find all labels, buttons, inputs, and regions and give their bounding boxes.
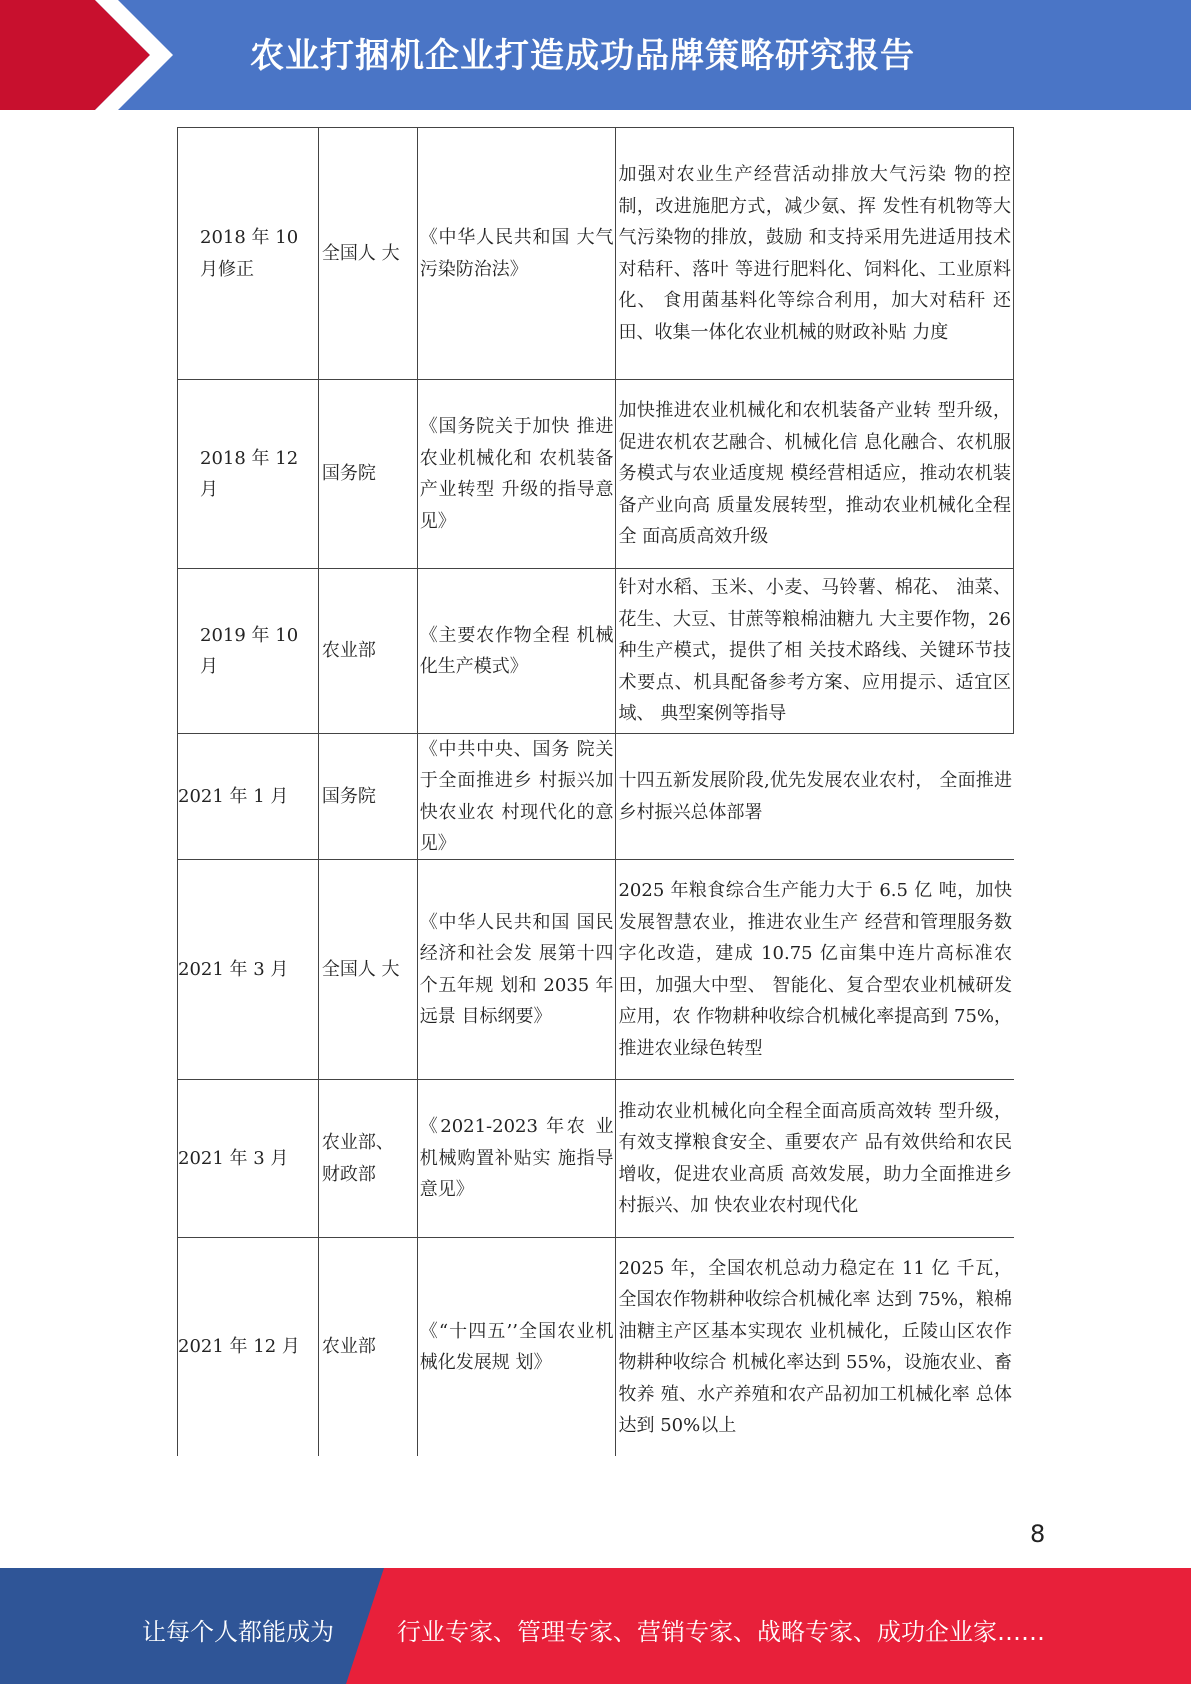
table-cell-date: 2021 年 3 月 bbox=[178, 1080, 319, 1237]
footer-slogan-left: 让每个人都能成为 bbox=[142, 1618, 334, 1646]
table-cell-org: 全国人 大 bbox=[319, 860, 418, 1079]
table-cell-description: 针对水稻、玉米、小麦、马铃薯、棉花、 油菜、花生、大豆、甘蔗等粮棉油糖九 大主要作物，26 种生产模式，提供了相 关技术路线、关键环节技术要点、机具配备参考方案、应用提示、适宜区域、 典型案例等指导 bbox=[616, 569, 1014, 733]
table-cell-org: 全国人 大 bbox=[319, 128, 418, 379]
table-row bbox=[177, 733, 1014, 859]
table-cell-date: 2018 年 12 月 bbox=[178, 380, 319, 568]
table-row bbox=[177, 379, 1014, 568]
table-cell-org: 农业部 bbox=[319, 569, 418, 733]
table-row bbox=[177, 1237, 1014, 1456]
table-cell-description: 2025 年，全国农机总动力稳定在 11 亿 千瓦，全国农作物耕种收综合机械化率 达到 75%，粮棉油糖主产区基本实现农 业机械化，丘陵山区农作物耕种收综合 机械化率达到 55%，设施农业、畜牧养 殖、水产养殖和农产品初加工机械化率 总体达到 50%以上 bbox=[618, 1257, 1012, 1436]
table-cell-date: 2021 年 1 月 bbox=[178, 734, 319, 859]
table-row bbox=[177, 1079, 1014, 1237]
table-cell-document: 《“十四五’’全国农业机械化发展规 划》 bbox=[418, 1238, 617, 1456]
table-cell-description: 十四五新发展阶段,优先发展农业农村， 全面推进乡村振兴总体部署 bbox=[618, 770, 1012, 823]
table-cell-date: 2019 年 10 月 bbox=[178, 569, 319, 733]
table-cell-date: 2021 年 3 月 bbox=[178, 860, 319, 1079]
table-cell-document: 《中华人民共和国 大气污染防治法》 bbox=[418, 128, 617, 379]
table-row bbox=[177, 127, 1014, 379]
table-cell-date: 2021 年 12 月 bbox=[178, 1238, 319, 1456]
table-cell-org: 国务院 bbox=[319, 380, 418, 568]
policy-table bbox=[177, 127, 1014, 1456]
table-cell-document: 《国务院关于加快 推进农业机械化和 农机装备产业转型 升级的指导意见》 bbox=[418, 380, 617, 568]
footer-slogan-right: 行业专家、管理专家、营销专家、战略专家、成功企业家…… bbox=[397, 1618, 1045, 1646]
table-cell-description: 加强对农业生产经营活动排放大气污染 物的控制，改进施肥方式，减少氨、挥 发性有机物等大气污染物的排放，鼓励 和支持采用先进适用技术对秸秆、落叶 等进行肥料化、饲料化、工业原料化、 食用菌基料化等综合利用，加大对秸秆 还田、收集一体化农业机械的财政补贴 力度 bbox=[616, 128, 1014, 379]
table-cell-document: 《中华人民共和国 国民经济和社会发 展第十四个五年规 划和 2035 年远景 目标纲要》 bbox=[418, 860, 617, 1079]
table-cell-description: 2025 年粮食综合生产能力大于 6.5 亿 吨，加快发展智慧农业，推进农业生产 经营和管理服务数字化改造，建成 10.75 亿亩集中连片高标准农田，加强大中型、 智能化、复合型农业机械研发应用，农 作物耕种收综合机械化率提高到 75%， 推进农业绿色转型 bbox=[618, 880, 1012, 1059]
table-cell-date: 2018 年 10 月修正 bbox=[178, 128, 319, 379]
table-cell-org: 农业部 bbox=[319, 1238, 418, 1456]
table-cell-document: 《2021-2023 年农 业机械购置补贴实 施指导意见》 bbox=[418, 1080, 617, 1237]
table-row bbox=[177, 568, 1014, 733]
document-title: 农业打捆机企业打造成功品牌策略研究报告 bbox=[250, 36, 915, 76]
table-cell-document: 《主要农作物全程 机械化生产模式》 bbox=[418, 569, 617, 733]
footer-banner bbox=[0, 1568, 1191, 1684]
table-cell-description: 加快推进农业机械化和农机装备产业转 型升级，促进农机农艺融合、机械化信 息化融合、农机服务模式与农业适度规 模经营相适应，推动农机装备产业向高 质量发展转型，推动农业机械化全程全 面高质高效升级 bbox=[616, 380, 1014, 568]
table-cell-org: 农业部、 财政部 bbox=[319, 1080, 418, 1237]
table-row bbox=[177, 859, 1014, 1079]
table-cell-document: 《中共中央、国务 院关于全面推进乡 村振兴加快农业农 村现代化的意见》 bbox=[418, 734, 617, 859]
table-cell-org: 国务院 bbox=[319, 734, 418, 859]
page-number: 8 bbox=[1030, 1520, 1046, 1548]
header-banner bbox=[0, 0, 1191, 110]
table-cell-description: 推动农业机械化向全程全面高质高效转 型升级，有效支撑粮食安全、重要农产 品有效供给和农民增收，促进农业高质 高效发展，助力全面推进乡村振兴、加 快农业农村现代化 bbox=[618, 1100, 1012, 1216]
